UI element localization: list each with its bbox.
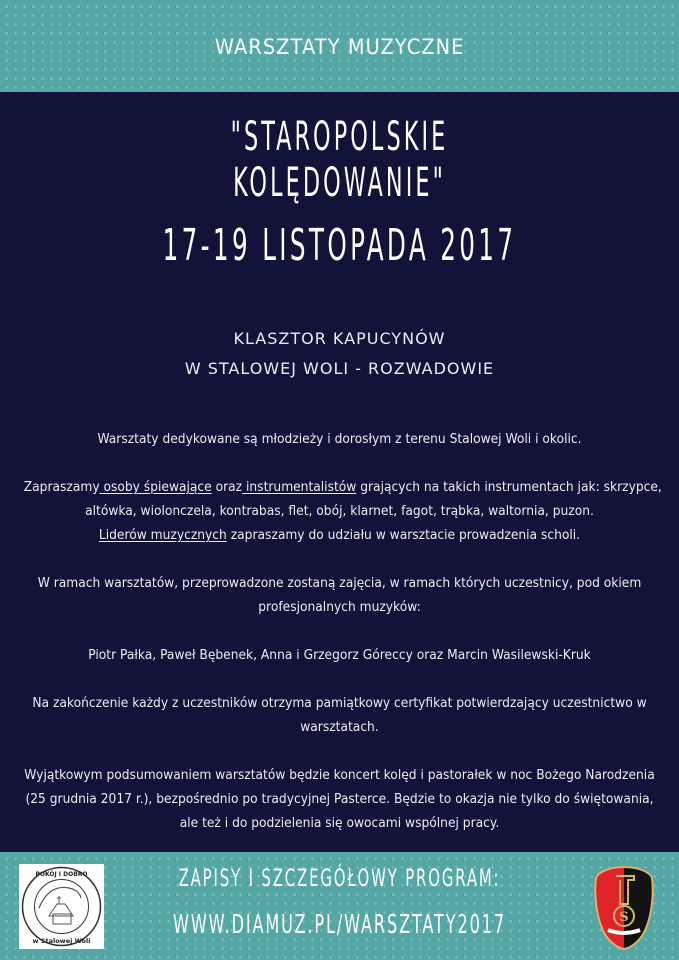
classes-line-1: W ramach warsztatów, przeprowadzone zostaną zajęcia, w ramach których uczestnicy, pod okiem (37, 576, 642, 591)
event-title: "STAROPOLSKIE KOLĘDOWANIE" (230, 114, 449, 206)
invite-text-b: oraz (211, 480, 243, 495)
paragraph-classes (24, 572, 655, 620)
registration-label: ZAPISY I SZCZEGÓŁOWY PROGRAM: (178, 864, 501, 892)
venue-line-2: W STALOWEJ WOLI - ROZWADOWIE (184, 359, 495, 378)
description (0, 428, 679, 860)
concert-line-2: (25 grudnia 2017 r.), bezpośrednio po tradycyjnej Pasterce. Będzie to okazja nie tylko do świętowania, (25, 792, 654, 807)
svg-text:POKÓJ I DOBRO: POKÓJ I DOBRO (35, 871, 88, 878)
classes-line-2: profesjonalnych muzyków: (258, 600, 421, 615)
paragraph-certificate (24, 692, 655, 740)
invite-text-a: Zapraszamy (23, 480, 100, 495)
header-label: WARSZTATY MUZYCZNE (214, 34, 465, 59)
paragraph-audience: Warsztaty dedykowane są młodzieży i dorosłym z terenu Stalowej Woli i okolic. (97, 432, 582, 447)
link-music-leaders[interactable]: Liderów muzycznych (98, 528, 227, 543)
leaders-text: zapraszamy do udziału w warsztacie prowadzenia scholi. (226, 528, 581, 543)
main-panel (0, 92, 679, 852)
venue-line-1: KLASZTOR KAPUCYNÓW (233, 329, 446, 348)
association-emblem-icon (19, 864, 104, 949)
stalowa-wola-crest (592, 864, 656, 950)
paragraph-musicians: Piotr Pałka, Paweł Bębenek, Anna i Grzegorz Góreccy oraz Marcin Wasilewski-Kruk (88, 648, 591, 663)
svg-text:S: S (619, 910, 629, 925)
event-date: 17-19 LISTOPADA 2017 (162, 220, 517, 271)
concert-line-3: ale też i do podzielenia się owocami wspólnej pracy. (179, 816, 500, 831)
concert-line-1: Wyjątkowym podsumowaniem warsztatów będzie koncert kolęd i pastorałek w noc Bożego Narodzenia (24, 768, 655, 783)
link-singers[interactable]: osoby śpiewające (99, 480, 212, 495)
paragraph-concert (24, 764, 655, 836)
svg-text:w Stalowej Woli: w Stalowej Woli (32, 937, 91, 945)
paragraph-invitation (23, 476, 662, 548)
instruments-list: altówka, wiolonczela, kontrabas, flet, obój, klarnet, fagot, trąbka, waltornia, puzon. (85, 504, 594, 519)
invite-text-c: grających na takich instrumentach jak: skrzypce, (356, 480, 662, 495)
certificate-line-1: Na zakończenie każdy z uczestników otrzyma pamiątkowy certyfikat potwierdzający uczestnictwo w (32, 696, 647, 711)
venue (0, 324, 679, 384)
certificate-line-2: warsztatach. (300, 720, 379, 735)
header-band (0, 0, 679, 92)
shield-crest-icon (592, 864, 656, 950)
link-instrumentalists[interactable]: instrumentalistów (242, 480, 357, 495)
website-link[interactable]: WWW.DIAMUZ.PL/WARSZTATY2017 (173, 910, 506, 940)
footer-band (0, 852, 679, 960)
pokoj-i-dobro-logo (19, 864, 104, 949)
